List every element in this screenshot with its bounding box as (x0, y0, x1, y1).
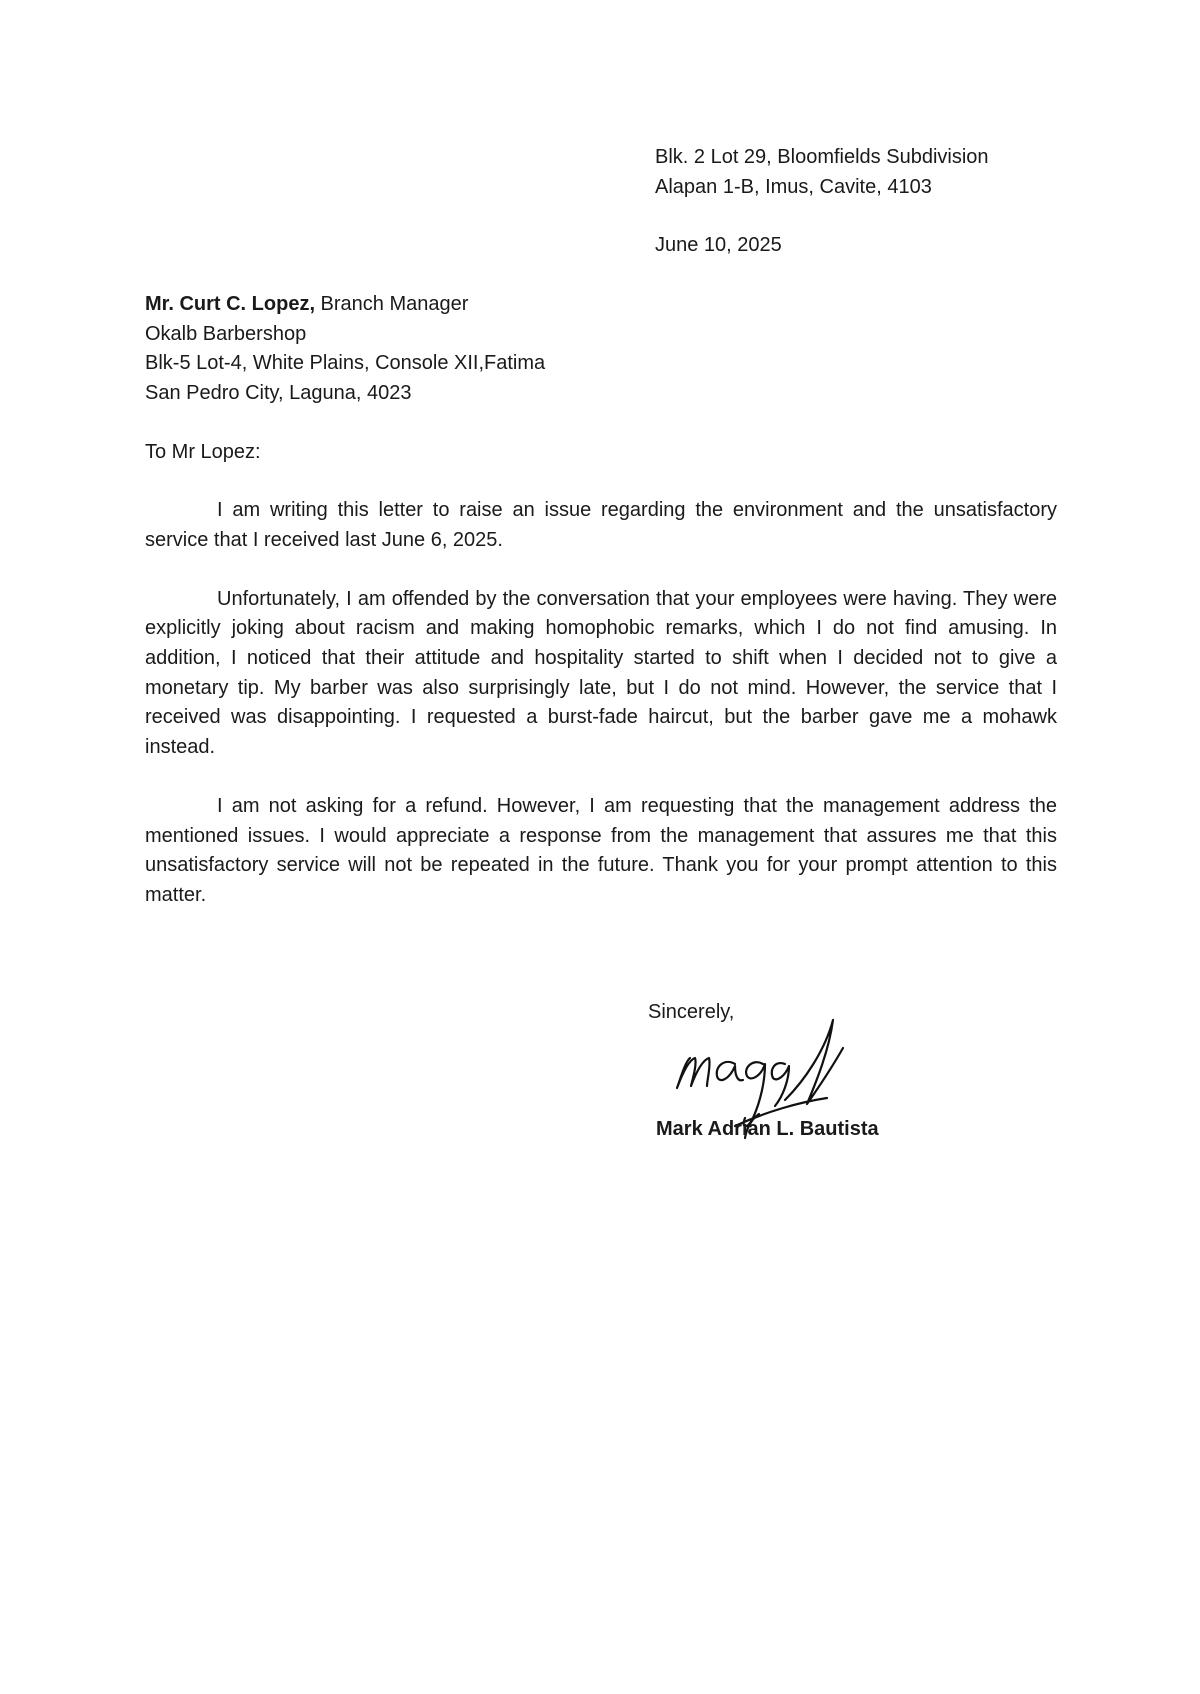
body-paragraph-1: I am writing this letter to raise an issue regarding the environment and the unsatisfactory service that I received last June 6, 2025. (145, 499, 1057, 551)
recipient-block (145, 290, 1045, 408)
sender-address-line-1: Blk. 2 Lot 29, Bloomfields Subdivision (655, 146, 989, 168)
salutation: To Mr Lopez: (145, 441, 261, 463)
letter-body (145, 496, 1057, 940)
sender-address (655, 143, 1075, 202)
recipient-title: Branch Manager (315, 293, 469, 315)
recipient-name: Mr. Curt C. Lopez, (145, 293, 315, 315)
body-paragraph-3: I am not asking for a refund. However, I am requesting that the management address the mentioned issues. I would appreciate a response from the management that assures me that this unsatisfactory service will not be repeated in the future. Thank you for your prompt attention to this matter. (145, 794, 1057, 906)
recipient-address-line-1: Blk-5 Lot-4, White Plains, Console XII,Fatima (145, 352, 546, 375)
letter-date: June 10, 2025 (655, 234, 782, 256)
body-paragraph-2: Unfortunately, I am offended by the conversation that your employees were having. They were explicitly joking about racism and making homophobic remarks, which I do not find amusing. In addition, I noticed that their attitude and hospitality started to shift when I decided not to give a monetary tip. My barber was also surprisingly late, but I do not mind. However, the service that I received was disappointing. I requested a burst-fade haircut, but the barber gave me a mohawk instead. (145, 587, 1057, 758)
sender-address-line-2: Alapan 1-B, Imus, Cavite, 4103 (655, 175, 932, 198)
signer-name: Mark Adrian L. Bautista (656, 1118, 879, 1140)
recipient-company: Okalb Barbershop (145, 322, 307, 345)
recipient-name-line (145, 290, 1045, 320)
closing: Sincerely, (648, 1001, 735, 1023)
recipient-address-line-2: San Pedro City, Laguna, 4023 (145, 381, 412, 404)
